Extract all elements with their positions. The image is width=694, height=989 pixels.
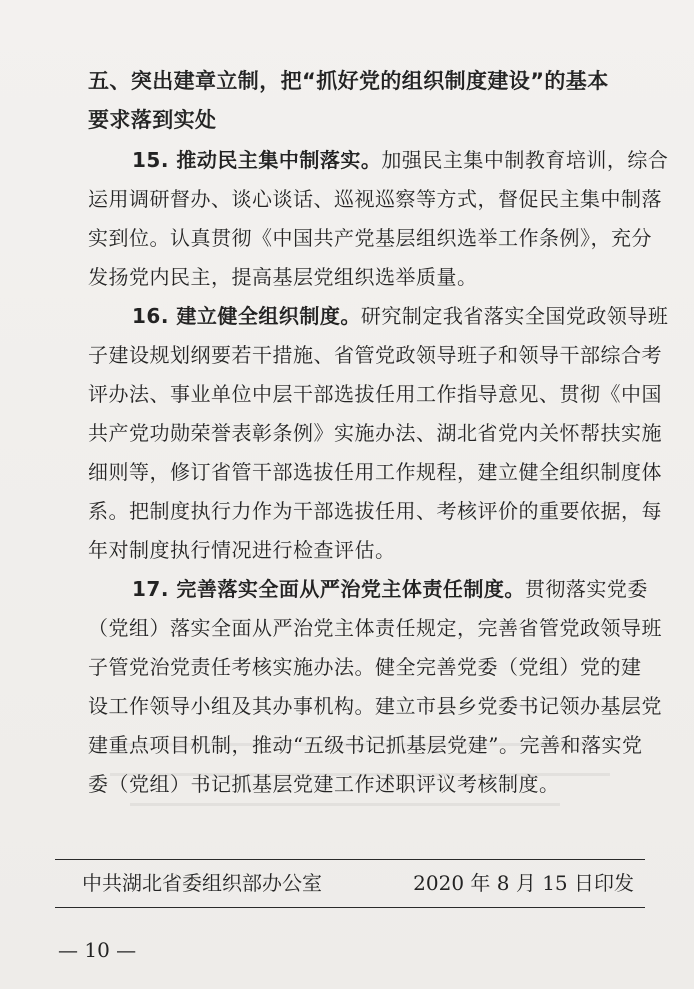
footer-issuer: 中共湖北省委组织部办公室 bbox=[82, 871, 322, 895]
item-17-line-3: 子管党治党责任考核实施办法。健全完善党委（党组）党的建 bbox=[88, 655, 642, 679]
item-17-title: 17. 完善落实全面从严治党主体责任制度。 bbox=[132, 577, 525, 601]
item-17-line-5: 建重点项目机制，推动“五级书记抓基层党建”。完善和落实党 bbox=[88, 733, 643, 757]
section-heading-line-1: 五、突出建章立制，把“抓好党的组织制度建设”的基本 bbox=[88, 69, 609, 93]
item-16-line-5: 细则等，修订省管干部选拔任用工作规程，建立健全组织制度体 bbox=[88, 460, 662, 484]
item-17-line-6: 委（党组）书记抓基层党建工作述职评议考核制度。 bbox=[88, 772, 560, 796]
item-16-line-4: 共产党功勋荣誉表彰条例》实施办法、湖北省党内关怀帮扶实施 bbox=[88, 421, 662, 445]
footer-bottom-rule bbox=[55, 907, 645, 908]
item-17-text-1: 贯彻落实党委 bbox=[524, 577, 648, 601]
item-16-text-1: 研究制定我省落实全国党政领导班 bbox=[360, 304, 669, 328]
item-15-line-2: 运用调研督办、谈心谈话、巡视巡察等方式，督促民主集中制落 bbox=[88, 187, 662, 211]
footer-top-rule bbox=[55, 859, 645, 860]
section-heading-line-2: 要求落到实处 bbox=[88, 108, 217, 132]
item-15-line-4: 发扬党内民主，提高基层党组织选举质量。 bbox=[88, 265, 478, 289]
item-16-line-2: 子建设规划纲要若干措施、省管党政领导班子和领导干部综合考 bbox=[88, 343, 662, 367]
item-16-line-6: 系。把制度执行力作为干部选拔任用、考核评价的重要依据，每 bbox=[88, 499, 662, 523]
item-15-title: 15. 推动民主集中制落实。 bbox=[132, 148, 382, 172]
item-16-line-1 bbox=[132, 297, 669, 336]
item-15-line-3: 实到位。认真贯彻《中国共产党基层组织选举工作条例》，充分 bbox=[88, 226, 652, 250]
item-16-title: 16. 建立健全组织制度。 bbox=[132, 304, 361, 328]
item-16-line-3: 评办法、事业单位中层干部选拔任用工作指导意见、贯彻《中国 bbox=[88, 382, 662, 406]
item-17-line-2: （党组）落实全面从严治党主体责任规定，完善省管党政领导班 bbox=[88, 616, 662, 640]
footer-print-date: 2020 年 8 月 15 日印发 bbox=[413, 871, 634, 895]
page-number: — 10 — bbox=[58, 938, 137, 962]
item-17-line-4: 设工作领导小组及其办事机构。建立市县乡党委书记领办基层党 bbox=[88, 694, 662, 718]
item-17-line-1 bbox=[132, 570, 658, 609]
item-15-line-1 bbox=[132, 141, 669, 180]
paper-show-through bbox=[110, 735, 630, 835]
item-16-line-7: 年对制度执行情况进行检查评估。 bbox=[88, 538, 396, 562]
item-15-text-1: 加强民主集中制教育培训，综合 bbox=[381, 148, 669, 172]
